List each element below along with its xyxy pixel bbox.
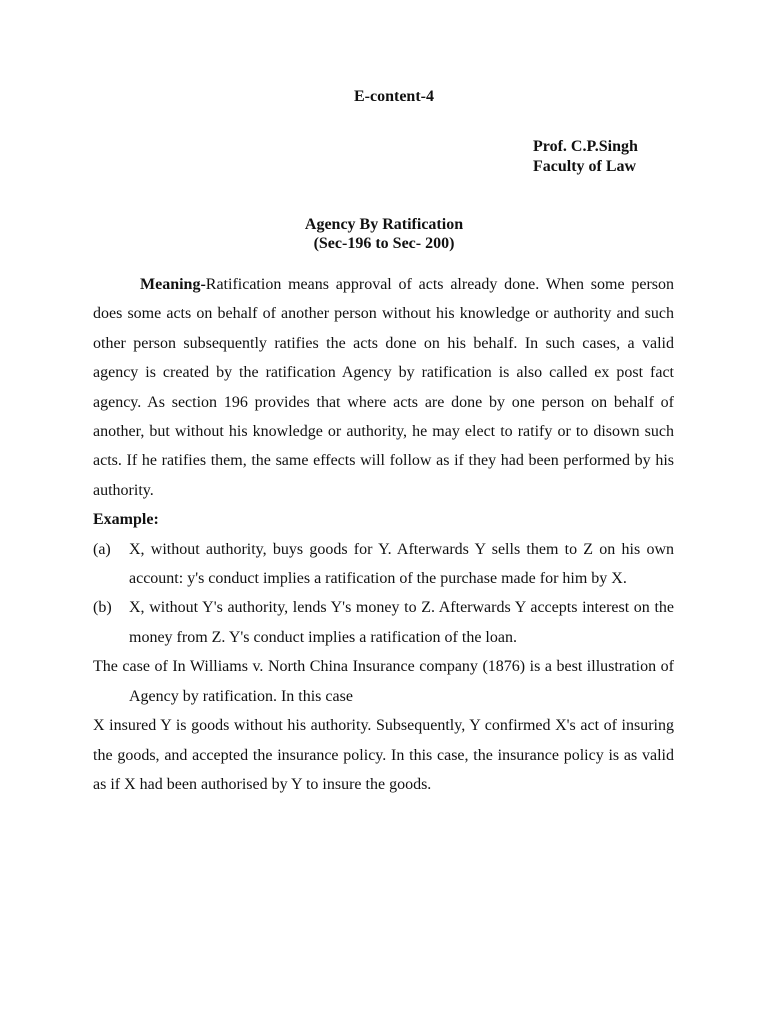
example-text: X, without authority, buys goods for Y. Afterwards Y sells them to Z on his own account: y's conduct implies a ratification of the purchase made for him by X. bbox=[129, 540, 674, 588]
document-title: E-content-4 bbox=[354, 88, 434, 105]
example-item-b bbox=[93, 593, 674, 652]
document-body bbox=[93, 270, 674, 799]
section-heading-subtitle: (Sec-196 to Sec- 200) bbox=[313, 235, 455, 252]
author-department: Faculty of Law bbox=[533, 158, 637, 175]
example-item-a bbox=[93, 535, 674, 594]
example-marker: (b) bbox=[93, 599, 112, 617]
author-name: Prof. C.P.Singh bbox=[533, 138, 638, 155]
example-marker: (a) bbox=[93, 540, 111, 558]
section-heading-title: Agency By Ratification bbox=[304, 216, 464, 233]
example-heading: Example: bbox=[93, 511, 159, 529]
case-details-paragraph: X insured Y is goods without his authority. Subsequently, Y confirmed X's act of insuring the goods, and accepted the insurance policy. In this case, the insurance policy is as valid as if X had been authorised by Y to insure the goods. bbox=[93, 717, 674, 793]
case-intro-paragraph: The case of In Williams v. North China Insurance company (1876) is a best illustration of Agency by ratification. In this case bbox=[93, 658, 674, 705]
meaning-paragraph bbox=[93, 270, 674, 505]
meaning-text: Ratification means approval of acts already done. When some person does some acts on behalf of another person without his knowledge or authority and such other person subsequently ratifies the acts done on his behalf. In such cases, a valid agency is created by the ratification Agency by ratification is also called ex post fact agency. As section 196 provides that where acts are done by one person on behalf of another, but without his knowledge or authority, he may elect to ratify or to disown such acts. If he ratifies them, the same effects will follow as if they had been performed by his authority. bbox=[93, 276, 674, 499]
meaning-label: Meaning- bbox=[140, 276, 206, 293]
example-text: X, without Y's authority, lends Y's money to Z. Afterwards Y accepts interest on the money from Z. Y's conduct implies a ratification of the loan. bbox=[129, 599, 674, 646]
section-heading bbox=[0, 215, 768, 253]
author-block bbox=[533, 137, 638, 177]
